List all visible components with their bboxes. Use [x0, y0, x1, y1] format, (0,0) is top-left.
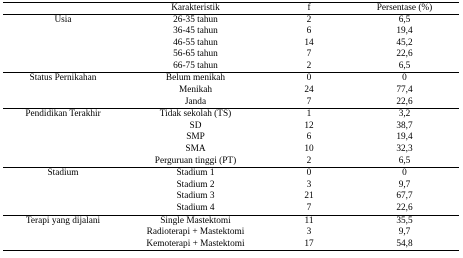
table-row	[3, 132, 459, 144]
group-label-empty	[3, 97, 123, 109]
percentage-cell: 35,5	[350, 215, 459, 227]
characteristics-table	[3, 2, 459, 251]
header-row	[3, 3, 459, 15]
percentage-cell: 22,6	[396, 96, 413, 107]
table-row	[3, 156, 459, 168]
group-label-empty	[3, 61, 123, 73]
table-row	[3, 144, 459, 156]
percentage-cell: 32,3	[396, 144, 413, 155]
characteristic-cell: SMA	[185, 144, 206, 155]
percentage-cell: 77,4	[396, 85, 413, 96]
percentage-cell: 54,8	[350, 239, 459, 251]
characteristic-cell: Stadium 3	[176, 191, 215, 202]
characteristic-cell: Belum menikah	[123, 73, 268, 85]
characteristic-cell: Stadium 1	[123, 168, 268, 180]
percentage-cell: 3,2	[350, 109, 459, 121]
percentage-cell: 9,7	[398, 179, 411, 190]
table-row	[3, 38, 459, 50]
group-label-empty	[3, 121, 123, 133]
frequency-cell: 0	[268, 73, 350, 85]
table-row	[3, 168, 459, 180]
group-label-empty	[3, 191, 123, 203]
group-label-empty	[3, 132, 123, 144]
frequency-cell: 14	[304, 37, 314, 48]
table-body	[3, 14, 459, 251]
characteristic-cell: 46-55 tahun	[173, 37, 218, 48]
frequency-cell: 17	[268, 239, 350, 251]
table-row	[3, 191, 459, 203]
percentage-cell: 6,5	[398, 14, 411, 25]
percentage-cell: 19,4	[396, 26, 413, 37]
percentage-cell: 38,7	[396, 120, 413, 131]
table-header	[3, 3, 459, 15]
group-label-empty	[3, 49, 123, 61]
group-label: Stadium	[3, 168, 123, 180]
frequency-cell: 2	[306, 60, 312, 71]
frequency-cell: 11	[268, 215, 350, 227]
table-row	[3, 85, 459, 97]
frequency-cell: 2	[306, 155, 312, 166]
percentage-cell: 9,7	[398, 227, 411, 238]
characteristic-cell: 56-65 tahun	[173, 49, 218, 60]
frequency-cell: 1	[268, 109, 350, 121]
frequency-cell: 3	[306, 227, 312, 238]
table-row	[3, 97, 459, 109]
group-label-empty	[3, 180, 123, 192]
header-category	[3, 3, 123, 15]
percentage-cell: 6,5	[398, 60, 411, 71]
group-label-empty	[3, 227, 123, 239]
percentage-cell: 0	[350, 168, 459, 180]
characteristic-cell: Kemoterapi + Mastektomi	[123, 239, 268, 251]
header-percentage: Persentase (%)	[350, 3, 459, 15]
group-label: Terapi yang dijalani	[3, 215, 123, 227]
table-row	[3, 73, 459, 85]
header-frequency: f	[268, 3, 350, 15]
frequency-cell: 12	[304, 120, 314, 131]
table-row	[3, 215, 459, 227]
group-label-empty	[3, 38, 123, 50]
characteristic-cell: Stadium 2	[176, 179, 215, 190]
table-row	[3, 26, 459, 38]
characteristic-cell: 26-35 tahun	[173, 14, 218, 25]
frequency-cell: 7	[306, 49, 312, 60]
table-row	[3, 239, 459, 251]
percentage-cell: 22,6	[396, 203, 413, 213]
frequency-cell: 6	[306, 132, 312, 143]
characteristic-cell: Perguruan tinggi (PT)	[154, 155, 237, 166]
group-label-empty	[3, 144, 123, 156]
frequency-cell: 21	[304, 191, 314, 202]
table-row	[3, 180, 459, 192]
header-characteristic: Karakteristik	[123, 3, 268, 15]
percentage-cell: 22,6	[396, 49, 413, 60]
characteristic-cell: Menikah	[178, 85, 213, 96]
group-label: Pendidikan Terakhir	[3, 109, 123, 121]
frequency-cell: 7	[306, 96, 312, 107]
group-label: Status Pernikahan	[3, 73, 123, 85]
characteristic-cell: SD	[189, 120, 202, 131]
table-row	[3, 227, 459, 239]
frequency-cell: 24	[304, 85, 314, 96]
percentage-cell: 19,4	[396, 132, 413, 143]
characteristic-cell: Tidak sekolah (TS)	[123, 109, 268, 121]
frequency-cell: 7	[306, 203, 312, 213]
percentage-cell: 0	[350, 73, 459, 85]
table-row	[3, 49, 459, 61]
group-label: Usia	[54, 14, 72, 25]
characteristic-cell: Stadium 4	[176, 203, 215, 213]
group-label-empty	[3, 239, 123, 251]
frequency-cell: 10	[304, 144, 314, 155]
frequency-cell: 0	[268, 168, 350, 180]
frequency-cell: 6	[306, 26, 312, 37]
characteristic-cell: SMP	[186, 132, 205, 143]
group-label-empty	[3, 26, 123, 38]
table-row	[3, 14, 459, 26]
characteristic-cell: 66-75 tahun	[173, 60, 218, 71]
table-row	[3, 203, 459, 215]
characteristic-cell: Radioterapi + Mastektomi	[146, 227, 245, 238]
group-label-empty	[3, 203, 123, 215]
group-label-empty	[3, 85, 123, 97]
table-row	[3, 61, 459, 73]
percentage-cell: 45,2	[396, 37, 413, 48]
table-row	[3, 109, 459, 121]
percentage-cell: 6,5	[398, 155, 411, 166]
frequency-cell: 3	[306, 179, 312, 190]
characteristic-cell: Janda	[184, 96, 207, 107]
table-row	[3, 121, 459, 133]
characteristics-table-container	[3, 2, 459, 251]
characteristic-cell: 36-45 tahun	[173, 26, 218, 37]
percentage-cell: 67,7	[396, 191, 413, 202]
characteristic-cell: Single Mastektomi	[123, 215, 268, 227]
group-label-empty	[3, 156, 123, 168]
frequency-cell: 2	[306, 14, 312, 25]
